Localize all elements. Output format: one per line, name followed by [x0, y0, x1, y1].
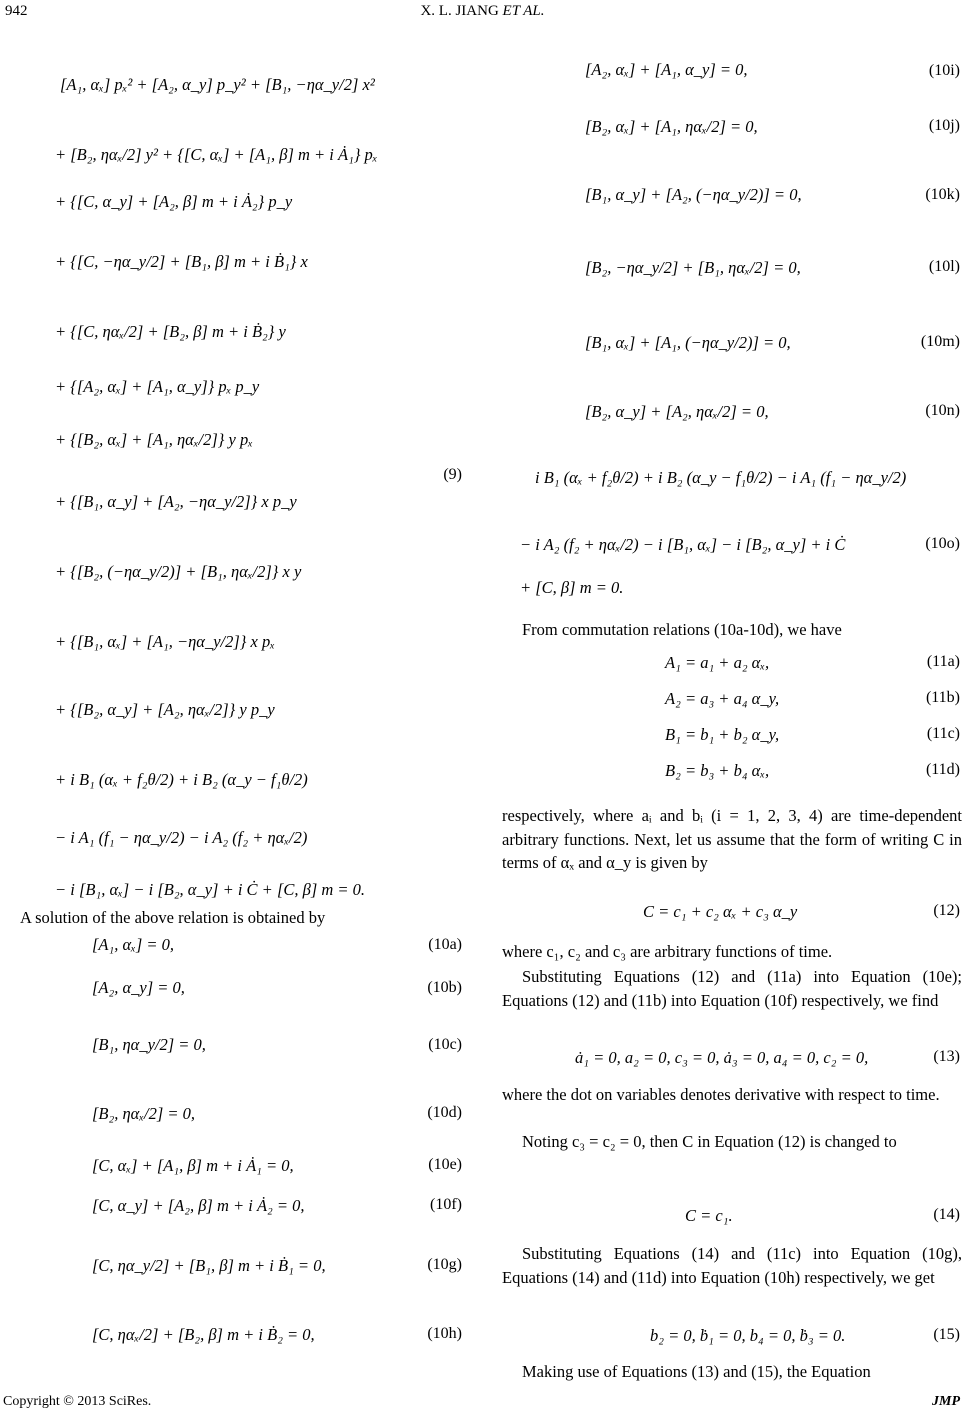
eq9-line-9: + {[B₂, (−ηα_y/2)] + [B₁, ηαₓ/2]} x y: [55, 562, 302, 581]
para-substituting-1: Substituting Equations (12) and (11a) into Equation (10e); Equations (12) and (11b) into Equation (10f) respectively, we find: [502, 967, 962, 1010]
eq10f-label: (10f): [430, 1196, 462, 1213]
eq9-line-8: + {[B₁, α_y] + [A₂, −ηα_y/2]} x p_y: [55, 492, 297, 511]
eq10g: [C, ηα_y/2] + [B₁, β] m + i Ḃ₁ = 0,: [92, 1256, 326, 1275]
eq9-line-1: [A₁, αₓ] pₓ² + [A₂, α_y] p_y² + [B₁, −ηα_y/2] x²: [60, 75, 375, 94]
eq10l: [B₂, −ηα_y/2] + [B₁, ηαₓ/2] = 0,: [585, 258, 801, 277]
running-title-authors: X. L. JIANG: [420, 3, 499, 19]
page-number: 942: [5, 3, 28, 19]
running-title-etal: ET AL.: [502, 3, 545, 19]
eq9-line-4: + {[C, −ηα_y/2] + [B₁, β] m + i Ḃ₁} x: [55, 252, 308, 271]
eq10g-label: (10g): [427, 1256, 462, 1273]
eq11d-label: (11d): [925, 761, 960, 778]
eq9-line-10: + {[B₁, αₓ] + [A₁, −ηα_y/2]} x pₓ: [55, 632, 275, 651]
eq12: C = c₁ + c₂ αₓ + c₃ α_y: [643, 902, 798, 921]
eq9-line-7: + {[B₂, αₓ] + [A₁, ηαₓ/2]} y pₓ: [55, 430, 253, 449]
eq9-line-5: + {[C, ηαₓ/2] + [B₂, β] m + i Ḃ₂} y: [55, 322, 286, 341]
eq10i: [A₂, αₓ] + [A₁, α_y] = 0,: [585, 60, 748, 79]
eq10c: [B₁, ηα_y/2] = 0,: [92, 1035, 206, 1054]
eq13-label: (13): [933, 1048, 960, 1065]
eq9-label: (9): [443, 466, 462, 483]
eq10i-label: (10i): [928, 62, 960, 79]
eq14: C = c₁.: [685, 1206, 733, 1225]
eq15: b₂ = 0, ḃ₁ = 0, b₄ = 0, ḃ₃ = 0.: [650, 1326, 846, 1345]
eq10o-label: (10o): [925, 535, 960, 552]
eq10k: [B₁, α_y] + [A₂, (−ηα_y/2)] = 0,: [585, 185, 802, 204]
eq9-line-6: + {[A₂, αₓ] + [A₁, α_y]} pₓ p_y: [55, 377, 260, 396]
para-commutation: From commutation relations (10a-10d), we have: [522, 620, 842, 639]
para-substituting-2: Substituting Equations (14) and (11c) into Equation (10g), Equations (14) and (11d) into Equation (10h) respectively, we get: [502, 1244, 962, 1287]
eq11b-label: (11b): [925, 689, 960, 706]
eq15-label: (15): [933, 1326, 960, 1343]
eq10n: [B₂, α_y] + [A₂, ηαₓ/2] = 0,: [585, 402, 769, 421]
footer-copyright: Copyright © 2013 SciRes.: [3, 1394, 152, 1409]
eq12-label: (12): [933, 902, 960, 919]
para-noting: Noting c₃ = c₂ = 0, then C in Equation (12) is changed to: [522, 1132, 897, 1151]
eq10o-line-2: − i A₂ (f₂ + ηαₓ/2) − i [B₁, αₓ] − i [B₂, α_y] + i Ċ: [520, 535, 846, 554]
eq11b: A₂ = a₃ + a₄ α_y,: [665, 689, 780, 708]
eq10h-label: (10h): [427, 1325, 462, 1342]
eq10b-label: (10b): [427, 979, 462, 996]
eq9-line-11: + {[B₂, α_y] + [A₂, ηαₓ/2]} y p_y: [55, 700, 275, 719]
eq10a: [A₁, αₓ] = 0,: [92, 935, 175, 954]
eq10e-label: (10e): [428, 1156, 462, 1173]
eq9-line-3: + {[C, α_y] + [A₂, β] m + i Ȧ₂} p_y: [55, 192, 293, 211]
eq11c: B₁ = b₁ + b₂ α_y,: [665, 725, 780, 744]
para-dot-derivative: where the dot on variables denotes derivative with respect to time.: [502, 1085, 940, 1104]
solution-intro: A solution of the above relation is obtained by: [20, 908, 326, 927]
para-making-use: Making use of Equations (13) and (15), the Equation: [522, 1362, 871, 1381]
eq10j-label: (10j): [928, 117, 960, 134]
eq10m-label: (10m): [920, 333, 960, 350]
para-respectively: respectively, where aᵢ and bᵢ (i = 1, 2, 3, 4) are time-dependent arbitrary functions. Next, let us assume that the form of writing C in terms of αₓ and α_y is given by: [502, 806, 962, 872]
eq10d-label: (10d): [427, 1104, 462, 1121]
eq10e: [C, αₓ] + [A₁, β] m + i Ȧ₁ = 0,: [92, 1156, 294, 1175]
eq10l-label: (10l): [928, 258, 960, 275]
eq14-label: (14): [933, 1206, 960, 1223]
eq10c-label: (10c): [428, 1036, 462, 1053]
eq9-line-13: − i A₁ (f₁ − ηα_y/2) − i A₂ (f₂ + ηαₓ/2): [55, 828, 308, 847]
running-title: [0, 3, 965, 20]
eq11a-label: (11a): [926, 653, 960, 670]
eq9-line-2: + [B₂, ηαₓ/2] y² + {[C, αₓ] + [A₁, β] m + i Ȧ₁} pₓ: [55, 145, 378, 164]
eq10d: [B₂, ηαₓ/2] = 0,: [92, 1104, 196, 1123]
eq11d: B₂ = b₃ + b₄ αₓ,: [665, 761, 770, 780]
footer-journal: JMP: [932, 1394, 960, 1409]
eq10k-label: (10k): [925, 186, 960, 203]
eq11a: A₁ = a₁ + a₂ αₓ,: [665, 653, 770, 672]
eq10o-line-3: + [C, β] m = 0.: [520, 578, 624, 597]
eq10o-line-1: i B₁ (αₓ + f₂θ/2) + i B₂ (α_y − f₁θ/2) − i A₁ (f₁ − ηα_y/2): [535, 468, 907, 487]
eq10a-label: (10a): [428, 936, 462, 953]
eq11c-label: (11c): [926, 725, 960, 742]
eq10m: [B₁, αₓ] + [A₁, (−ηα_y/2)] = 0,: [585, 333, 791, 352]
eq9-line-14: − i [B₁, αₓ] − i [B₂, α_y] + i Ċ + [C, β] m = 0.: [55, 880, 366, 899]
eq10f: [C, α_y] + [A₂, β] m + i Ȧ₂ = 0,: [92, 1196, 305, 1215]
para-where-c: where c₁, c₂ and c₃ are arbitrary functions of time.: [502, 942, 833, 961]
eq10b: [A₂, α_y] = 0,: [92, 978, 185, 997]
eq13: ȧ₁ = 0, a₂ = 0, c₃ = 0, ȧ₃ = 0, a₄ = 0, c₂ = 0,: [575, 1048, 869, 1067]
eq10n-label: (10n): [925, 402, 960, 419]
eq10j: [B₂, αₓ] + [A₁, ηαₓ/2] = 0,: [585, 117, 758, 136]
eq10h: [C, ηαₓ/2] + [B₂, β] m + i Ḃ₂ = 0,: [92, 1325, 315, 1344]
eq9-line-12: + i B₁ (αₓ + f₂θ/2) + i B₂ (α_y − f₁θ/2): [55, 770, 308, 789]
